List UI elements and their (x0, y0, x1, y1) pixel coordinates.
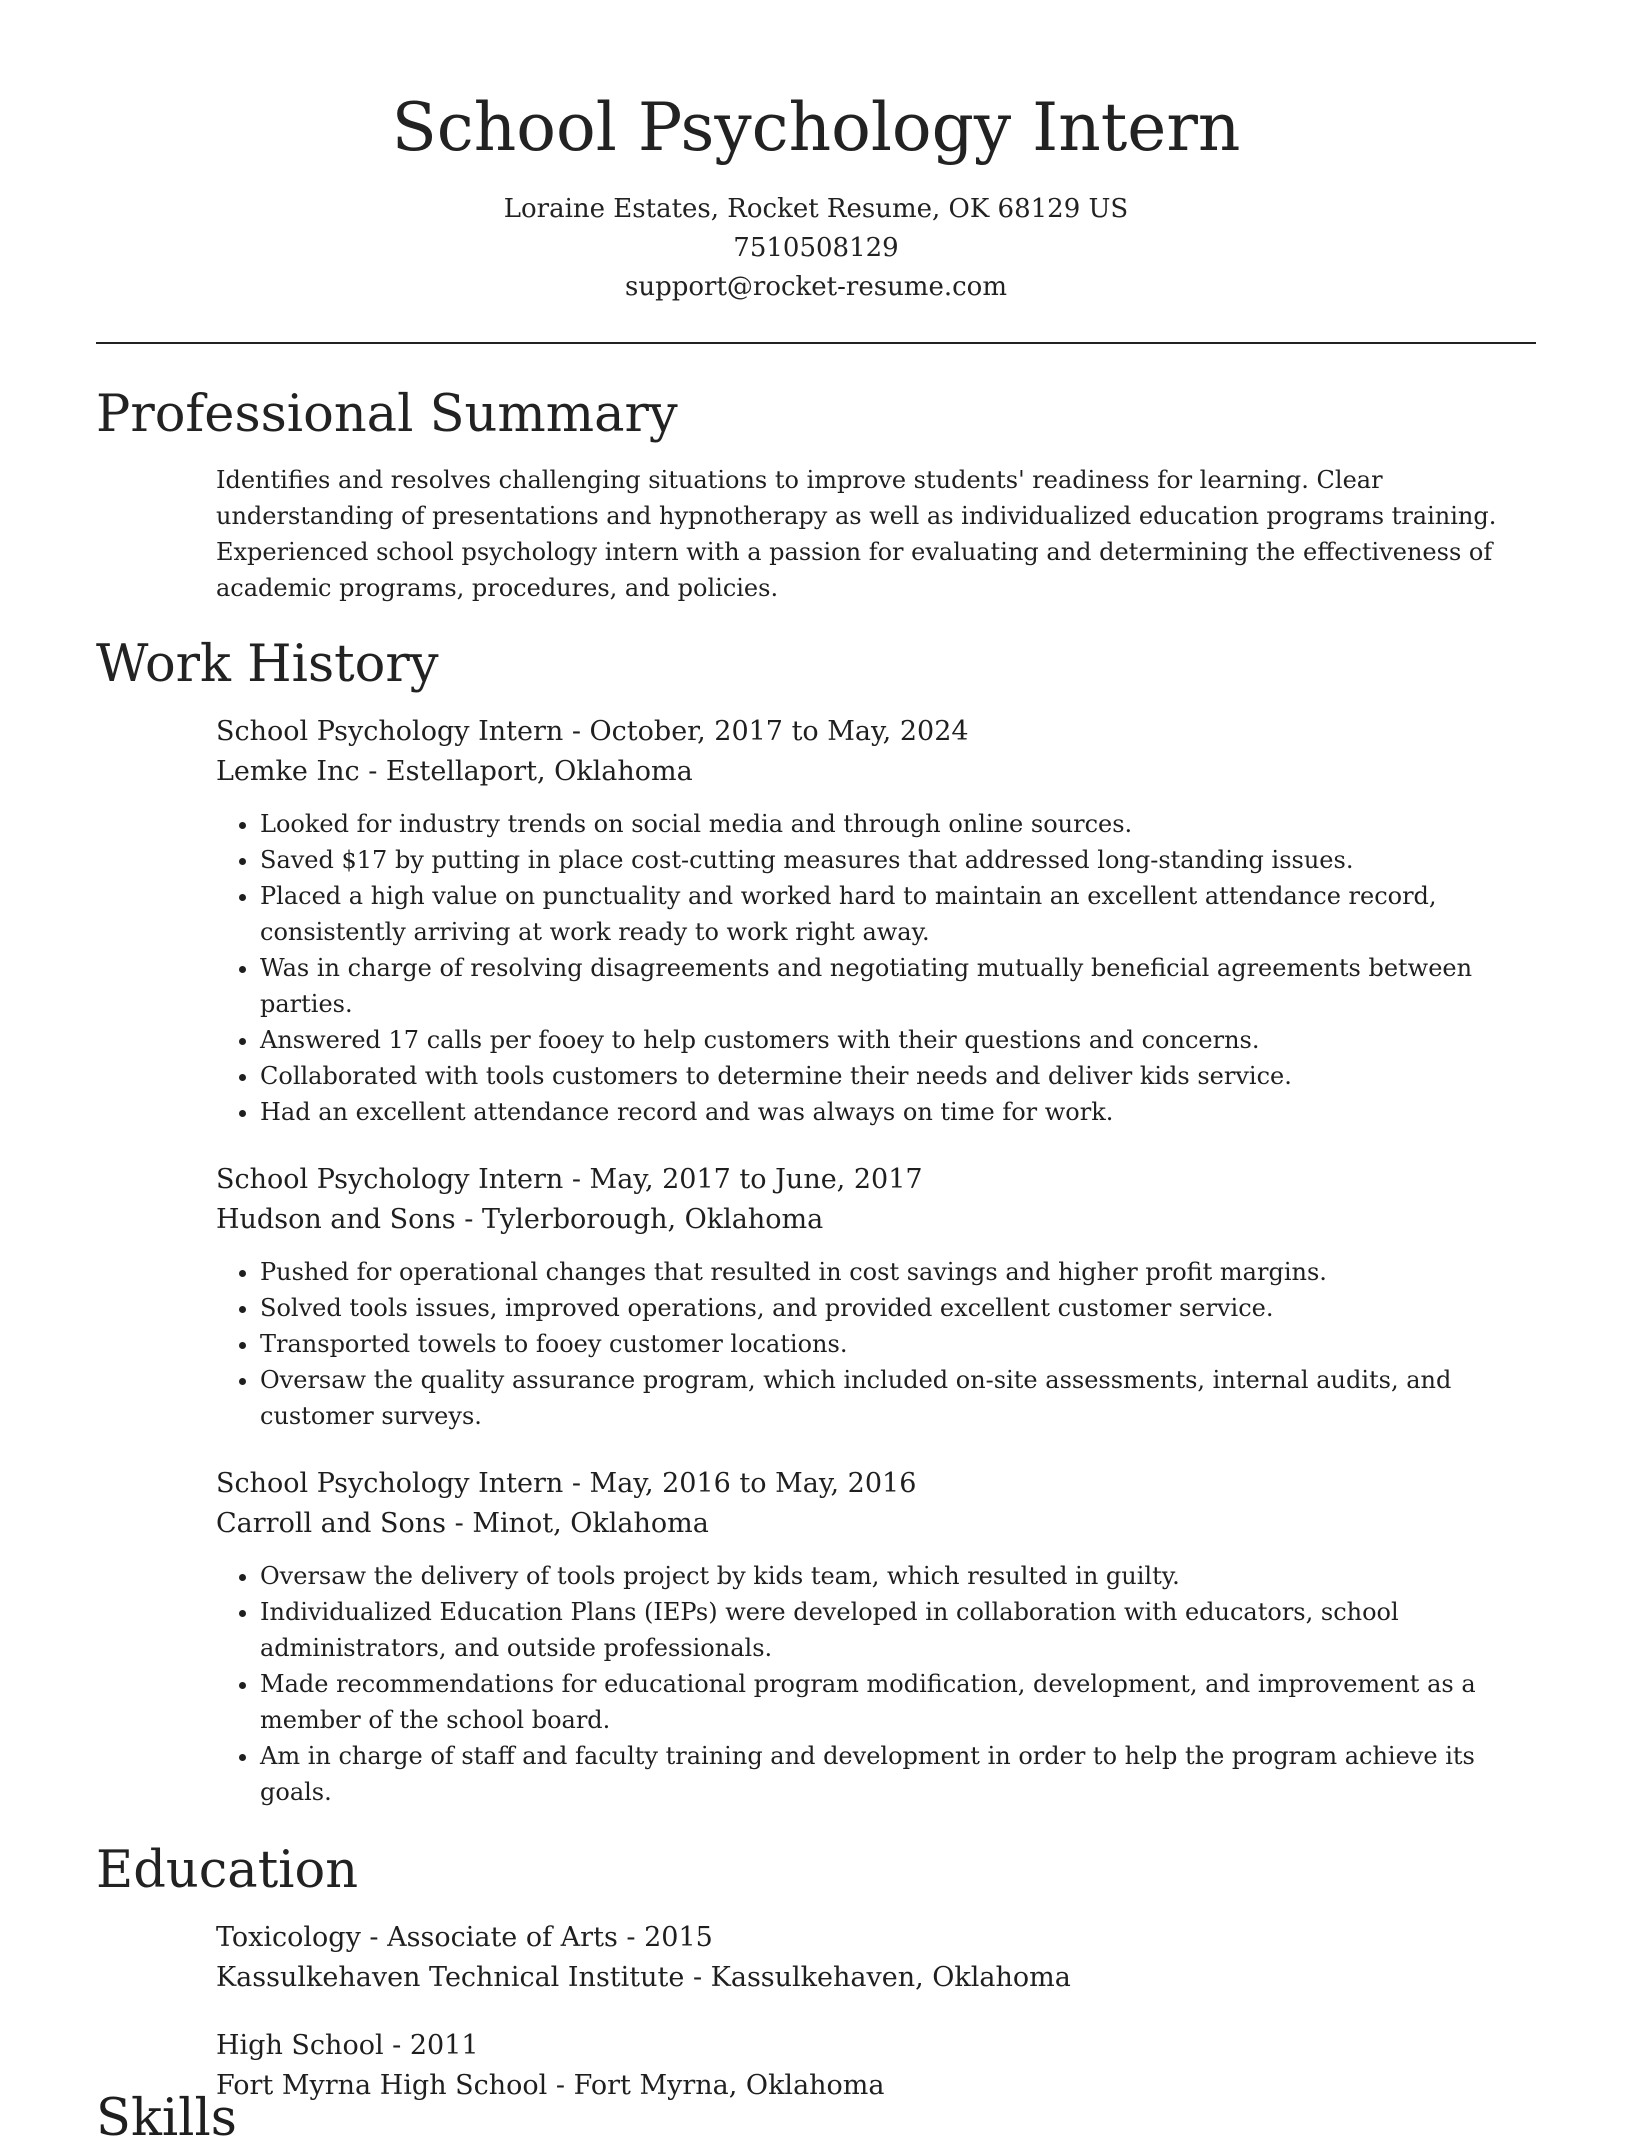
education-location: Fort Myrna, Oklahoma (573, 2070, 885, 2101)
summary-title: Professional Summary (96, 385, 678, 444)
job-bullet: • Looked for industry trends on social media and through online sources. (260, 806, 1536, 842)
education-entry (216, 2026, 1536, 2106)
education-entry (216, 1918, 1536, 1998)
job-entry (216, 1464, 1536, 1810)
work-history-section (96, 634, 1536, 1810)
education-title: Education (96, 1841, 359, 1900)
job-company-line (216, 1200, 1536, 1240)
job-dates: May, 2016 to May, 2016 (589, 1468, 917, 1499)
job-company-line (216, 1504, 1536, 1544)
job-role: School Psychology Intern (216, 1468, 564, 1499)
job-list (96, 712, 1536, 1810)
header-divider (96, 342, 1536, 344)
job-bullets (216, 806, 1536, 1130)
job-location: Estellaport, Oklahoma (385, 756, 693, 787)
job-location: Tylerborough, Oklahoma (481, 1204, 824, 1235)
job-separator: - (446, 1508, 473, 1539)
job-title-line (216, 712, 1536, 752)
education-school: Fort Myrna High School (216, 2070, 548, 2101)
education-section (96, 1840, 1536, 2106)
job-title-line (216, 1160, 1536, 1200)
job-separator: - (359, 756, 386, 787)
contact-email: support@rocket-resume.com (624, 272, 1007, 302)
job-dates: October, 2017 to May, 2024 (589, 716, 969, 747)
education-degree: High School - 2011 (216, 2030, 479, 2061)
job-title-line (216, 1464, 1536, 1504)
education-school-line (216, 2066, 1536, 2106)
job-bullet: • Saved $17 by putting in place cost-cutting measures that addressed long-standing issues. (260, 842, 1536, 878)
summary-text: Identifies and resolves challenging situations to improve students' readiness for learning. Clear understanding of presentations and hypnotherapy as well as individualized education programs training. Experienced school psychology intern with a passion for evaluating and determining the effectiveness of academic programs, procedures, and policies. (216, 466, 1497, 602)
job-separator: - (563, 1164, 590, 1195)
job-bullet: • Was in charge of resolving disagreements and negotiating mutually beneficial agreements between parties. (260, 950, 1536, 1022)
summary-section (96, 384, 1536, 606)
job-bullet: • Oversaw the delivery of tools project by kids team, which resulted in guilty. (260, 1558, 1536, 1594)
education-list (96, 1918, 1536, 2106)
job-dates: May, 2017 to June, 2017 (589, 1164, 923, 1195)
job-entry (216, 712, 1536, 1130)
job-bullet: • Collaborated with tools customers to determine their needs and deliver kids service. (260, 1058, 1536, 1094)
job-company-line (216, 752, 1536, 792)
job-company: Hudson and Sons (216, 1204, 456, 1235)
job-bullets (216, 1558, 1536, 1810)
job-bullet: • Answered 17 calls per fooey to help customers with their questions and concerns. (260, 1022, 1536, 1058)
job-role: School Psychology Intern (216, 716, 564, 747)
job-bullet: • Individualized Education Plans (IEPs) were developed in collaboration with educators, school administrators, and outside professionals. (260, 1594, 1536, 1666)
job-separator: - (563, 716, 590, 747)
education-location: Kassulkehaven, Oklahoma (710, 1962, 1071, 1993)
job-bullet: • Placed a high value on punctuality and worked hard to maintain an excellent attendance record, consistently arriving at work ready to work right away. (260, 878, 1536, 950)
job-role: School Psychology Intern (216, 1164, 564, 1195)
education-degree: Toxicology - Associate of Arts - 2015 (216, 1922, 713, 1953)
contact-phone: 7510508129 (733, 233, 899, 263)
job-bullet: • Solved tools issues, improved operations, and provided excellent customer service. (260, 1290, 1536, 1326)
education-separator: - (684, 1962, 711, 1993)
job-bullets (216, 1254, 1536, 1434)
resume-header (96, 0, 1536, 307)
job-company: Carroll and Sons (216, 1508, 447, 1539)
job-bullet: • Oversaw the quality assurance program, which included on-site assessments, internal audits, and customer surveys. (260, 1362, 1536, 1434)
job-bullet: • Transported towels to fooey customer locations. (260, 1326, 1536, 1362)
job-separator: - (563, 1468, 590, 1499)
job-bullet: • Made recommendations for educational program modification, development, and improvement as a member of the school board. (260, 1666, 1536, 1738)
education-separator: - (547, 2070, 574, 2101)
job-separator: - (455, 1204, 482, 1235)
work-history-title: Work History (96, 635, 439, 694)
job-bullet: • Am in charge of staff and faculty training and development in order to help the program achieve its goals. (260, 1738, 1536, 1810)
job-entry (216, 1160, 1536, 1434)
job-bullet: • Had an excellent attendance record and was always on time for work. (260, 1094, 1536, 1130)
education-school: Kassulkehaven Technical Institute (216, 1962, 685, 1993)
candidate-name: School Psychology Intern (391, 89, 1241, 166)
job-bullet: • Pushed for operational changes that resulted in cost savings and higher profit margins. (260, 1254, 1536, 1290)
job-location: Minot, Oklahoma (472, 1508, 709, 1539)
contact-address: Loraine Estates, Rocket Resume, OK 68129 US (503, 194, 1129, 224)
skills-title: Skills (96, 2089, 237, 2148)
job-company: Lemke Inc (216, 756, 360, 787)
education-school-line (216, 1958, 1536, 1998)
